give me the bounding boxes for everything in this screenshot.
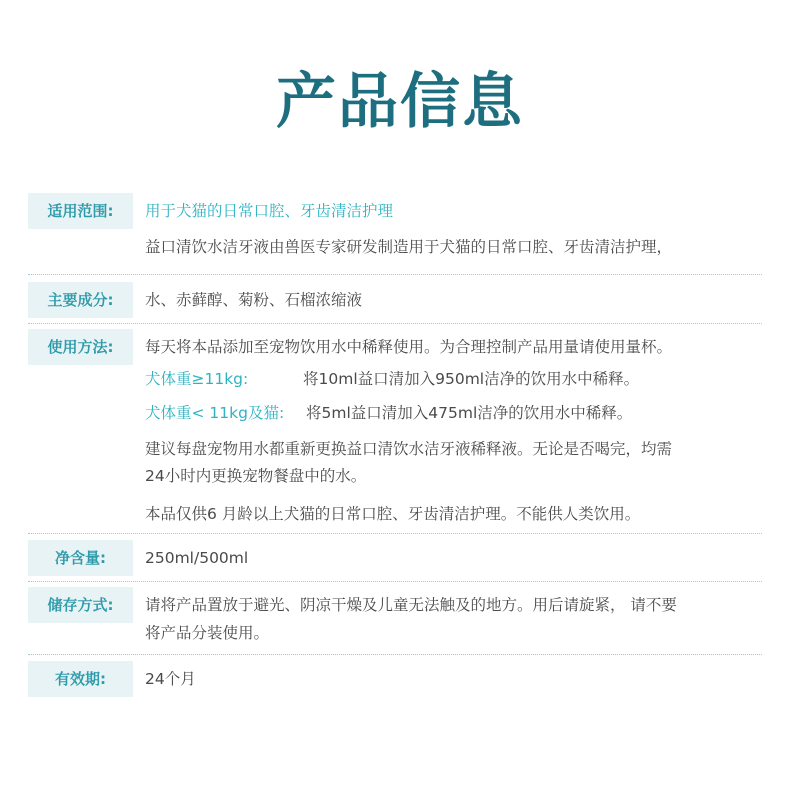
- usage-label: 使用方法:: [28, 329, 133, 365]
- net-label: 净含量:: [28, 540, 133, 576]
- storage-line1: 请将产品置放于避光、阴凉干燥及儿童无法触及的地方。用后请旋紧， 请不要: [145, 596, 677, 614]
- shelf-text: 24个月: [145, 670, 196, 688]
- divider: [28, 274, 762, 275]
- divider: [28, 581, 762, 582]
- ingredients-label: 主要成分:: [28, 282, 133, 318]
- ingredients-text: 水、赤藓醇、菊粉、石榴浓缩液: [145, 291, 363, 309]
- shelf-label: 有效期:: [28, 661, 133, 697]
- usage-advice-line1: 建议每盘宠物用水都重新更换益口清饮水洁牙液稀释液。无论是否喝完，均需: [145, 440, 673, 458]
- storage-line2: 将产品分装使用。: [145, 624, 270, 642]
- storage-label: 储存方式:: [28, 587, 133, 623]
- divider: [28, 323, 762, 324]
- usage-advice-line2: 24小时内更换宠物餐盘中的水。: [145, 467, 367, 485]
- usage-intro: 每天将本品添加至宠物饮用水中稀释使用。为合理控制产品用量请使用量杯。: [145, 338, 673, 356]
- scope-highlight: 用于犬猫的日常口腔、牙齿清洁护理: [145, 202, 394, 220]
- usage-notice: 本品仅供6 月龄以上犬猫的日常口腔、牙齿清洁护理。不能供人类饮用。: [145, 505, 641, 523]
- page-title: 产品信息: [276, 67, 524, 137]
- scope-label: 适用范围:: [28, 193, 133, 229]
- net-text: 250ml/500ml: [145, 549, 249, 567]
- divider: [28, 654, 762, 655]
- dose2-label: 犬体重< 11kg及猫:: [145, 404, 285, 422]
- divider: [28, 533, 762, 534]
- dose2-text: 将5ml益口清加入475ml洁净的饮用水中稀释。: [306, 404, 633, 422]
- scope-description: 益口清饮水洁牙液由兽医专家研发制造用于犬猫的日常口腔、牙齿清洁护理，: [145, 238, 673, 256]
- dose1-text: 将10ml益口清加入950ml洁净的饮用水中稀释。: [303, 370, 640, 388]
- dose1-label: 犬体重≥11kg:: [145, 370, 249, 388]
